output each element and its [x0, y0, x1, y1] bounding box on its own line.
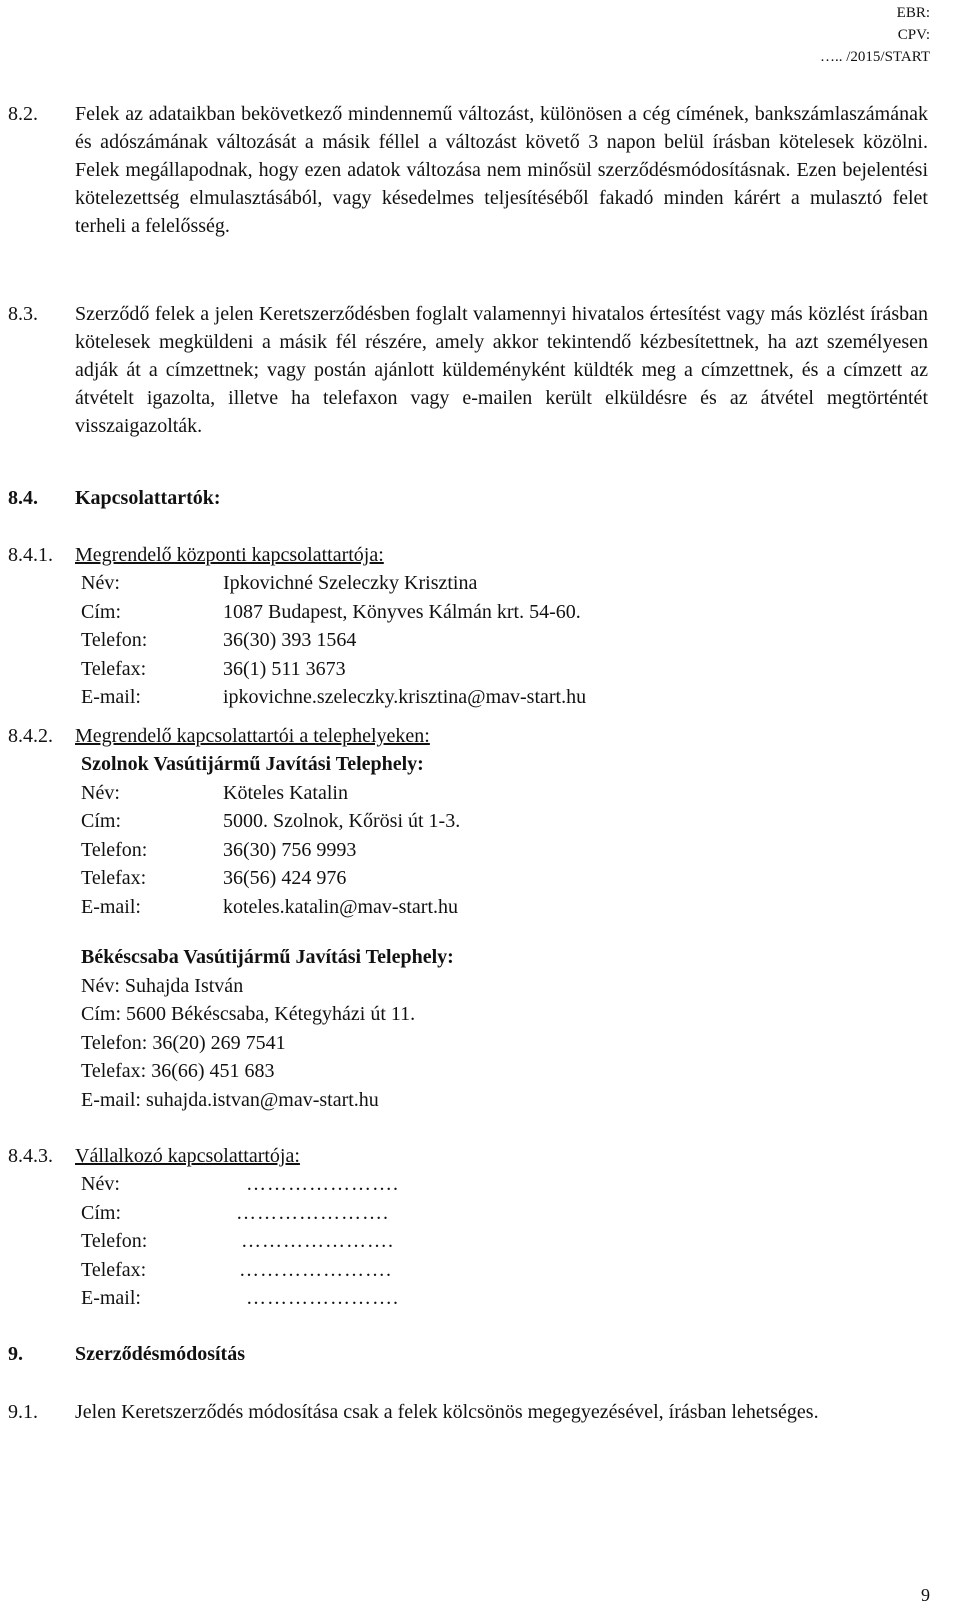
reference-number: ….. /2015/START	[820, 49, 930, 65]
section-number: 8.4.3.	[8, 1145, 53, 1167]
blank-address: ………………….	[236, 1201, 389, 1224]
contact-heading: Megrendelő kapcsolattartói a telephelyeken:	[75, 725, 430, 747]
contact-row-phone: Telefon: 36(30) 756 9993	[81, 836, 928, 865]
contact-fax: 36(1) 511 3673	[223, 657, 346, 680]
contact-row-name: Név: Köteles Katalin	[81, 779, 928, 808]
contact-row-fax: Telefax: ………………….	[81, 1256, 928, 1285]
section-8-2	[8, 100, 928, 240]
blank-phone: ………………….	[241, 1230, 394, 1252]
section-number: 8.4.1.	[8, 544, 53, 566]
contact-email: ipkovichne.szeleczky.krisztina@mav-start.hu	[223, 686, 587, 708]
section-number: 8.4.	[8, 487, 38, 509]
contact-row-phone: Telefon: ………………….	[81, 1227, 928, 1256]
section-8-4-1	[8, 541, 928, 712]
contact-line-phone: Telefon: 36(20) 269 7541	[81, 1031, 286, 1054]
contact-phone: 36(30) 393 1564	[223, 629, 357, 651]
contact-row-address: Cím: ………………….	[81, 1199, 928, 1228]
section-8-4-2	[8, 722, 928, 1114]
contact-row-email: E-mail: koteles.katalin@mav-start.hu	[81, 893, 928, 922]
contractor-contact-list	[81, 1170, 928, 1313]
bekescsaba-site	[81, 943, 928, 1114]
ebr-label: EBR:	[896, 5, 930, 21]
contact-heading: Megrendelő központi kapcsolattartója:	[75, 544, 384, 566]
contact-row-phone: Telefon: 36(30) 393 1564	[81, 626, 928, 655]
section-number: 9.1.	[8, 1401, 38, 1423]
central-contact-list	[81, 569, 928, 712]
contact-row-name: Név: Ipkovichné Szeleczky Krisztina	[81, 569, 928, 598]
contact-phone: 36(30) 756 9993	[223, 838, 357, 861]
contact-line-fax: Telefax: 36(66) 451 683	[81, 1060, 275, 1082]
contact-line-name: Név: Suhajda István	[81, 974, 244, 997]
section-text: Jelen Keretszerződés módosítása csak a felek kölcsönös megegyezésével, írásban lehetséges.	[75, 1401, 819, 1423]
section-title: Szerződésmódosítás	[75, 1343, 245, 1365]
contact-name: Ipkovichné Szeleczky Krisztina	[223, 572, 478, 594]
contact-row-fax: Telefax: 36(1) 511 3673	[81, 655, 928, 684]
contact-row-name: Név: ………………….	[81, 1170, 928, 1199]
contact-fax: 36(56) 424 976	[223, 867, 347, 889]
contact-row-fax: Telefax: 36(56) 424 976	[81, 864, 928, 893]
section-8-4-3	[8, 1142, 928, 1313]
contact-heading: Vállalkozó kapcsolattartója:	[75, 1145, 300, 1167]
contact-row-email: E-mail: ………………….	[81, 1284, 928, 1313]
site-name: Szolnok Vasútijármű Javítási Telephely:	[81, 753, 424, 775]
page-number: 9	[921, 1585, 930, 1605]
section-number: 8.4.2.	[8, 725, 53, 747]
contact-row-email: E-mail: ipkovichne.szeleczky.krisztina@mav-start.hu	[81, 683, 928, 712]
contact-row-address: Cím: 1087 Budapest, Könyves Kálmán krt. 54-60.	[81, 598, 928, 627]
contact-address: 1087 Budapest, Könyves Kálmán krt. 54-60.	[223, 600, 581, 623]
section-8-3	[8, 300, 928, 440]
contact-address: 5000. Szolnok, Kőrösi út 1-3.	[223, 810, 461, 832]
section-number: 8.2.	[8, 103, 38, 125]
blank-name: ………………….	[246, 1173, 399, 1195]
section-8-4	[8, 484, 928, 512]
section-number: 9.	[8, 1343, 23, 1365]
cpv-label: CPV:	[897, 27, 930, 43]
section-9	[8, 1340, 928, 1368]
section-text: Szerződő felek a jelen Keretszerződésben foglalt valamennyi hivatalos értesítést vagy más közlést írásban kötelesek megküldeni a másik fél részére, amely akkor tekintendő kézbesítettnek, ha azt személyesen adják át a címzettnek; vagy postán ajánlott küldeményként küldték meg a címzettnek, és a címzett az átvételt igazolta, illetve ha telefaxon vagy e-mailen került elküldésre és az átvétel megtörténtét visszaigazolták.	[75, 303, 928, 437]
site-name: Békéscsaba Vasútijármű Javítási Telephely:	[81, 946, 454, 968]
blank-email: ………………….	[246, 1287, 399, 1309]
contact-line-email: E-mail: suhajda.istvan@mav-start.hu	[81, 1088, 379, 1111]
contact-line-address: Cím: 5600 Békéscsaba, Kétegyházi út 11.	[81, 1003, 416, 1025]
blank-fax: ………………….	[239, 1258, 392, 1281]
contact-name: Köteles Katalin	[223, 781, 348, 804]
section-9-1	[8, 1398, 928, 1426]
contact-email: koteles.katalin@mav-start.hu	[223, 895, 459, 918]
szolnok-site	[81, 750, 928, 921]
section-title: Kapcsolattartók:	[75, 487, 221, 509]
contact-row-address: Cím: 5000. Szolnok, Kőrösi út 1-3.	[81, 807, 928, 836]
section-number: 8.3.	[8, 303, 38, 325]
document-header	[820, 2, 930, 68]
section-text: Felek az adataikban bekövetkező mindennemű változást, különösen a cég címének, bankszámlaszámának és adószámának változását a másik féllel a változást követő 3 napon belül írásban kötelesek közölni. Felek megállapodnak, hogy ezen adatok változása nem minősül szerződésmódosításnak. Ezen bejelentési kötelezettség elmulasztásából, vagy késedelmes teljesítéséből fakadó minden kárért a mulasztó felet terheli a felelősség.	[75, 103, 928, 237]
